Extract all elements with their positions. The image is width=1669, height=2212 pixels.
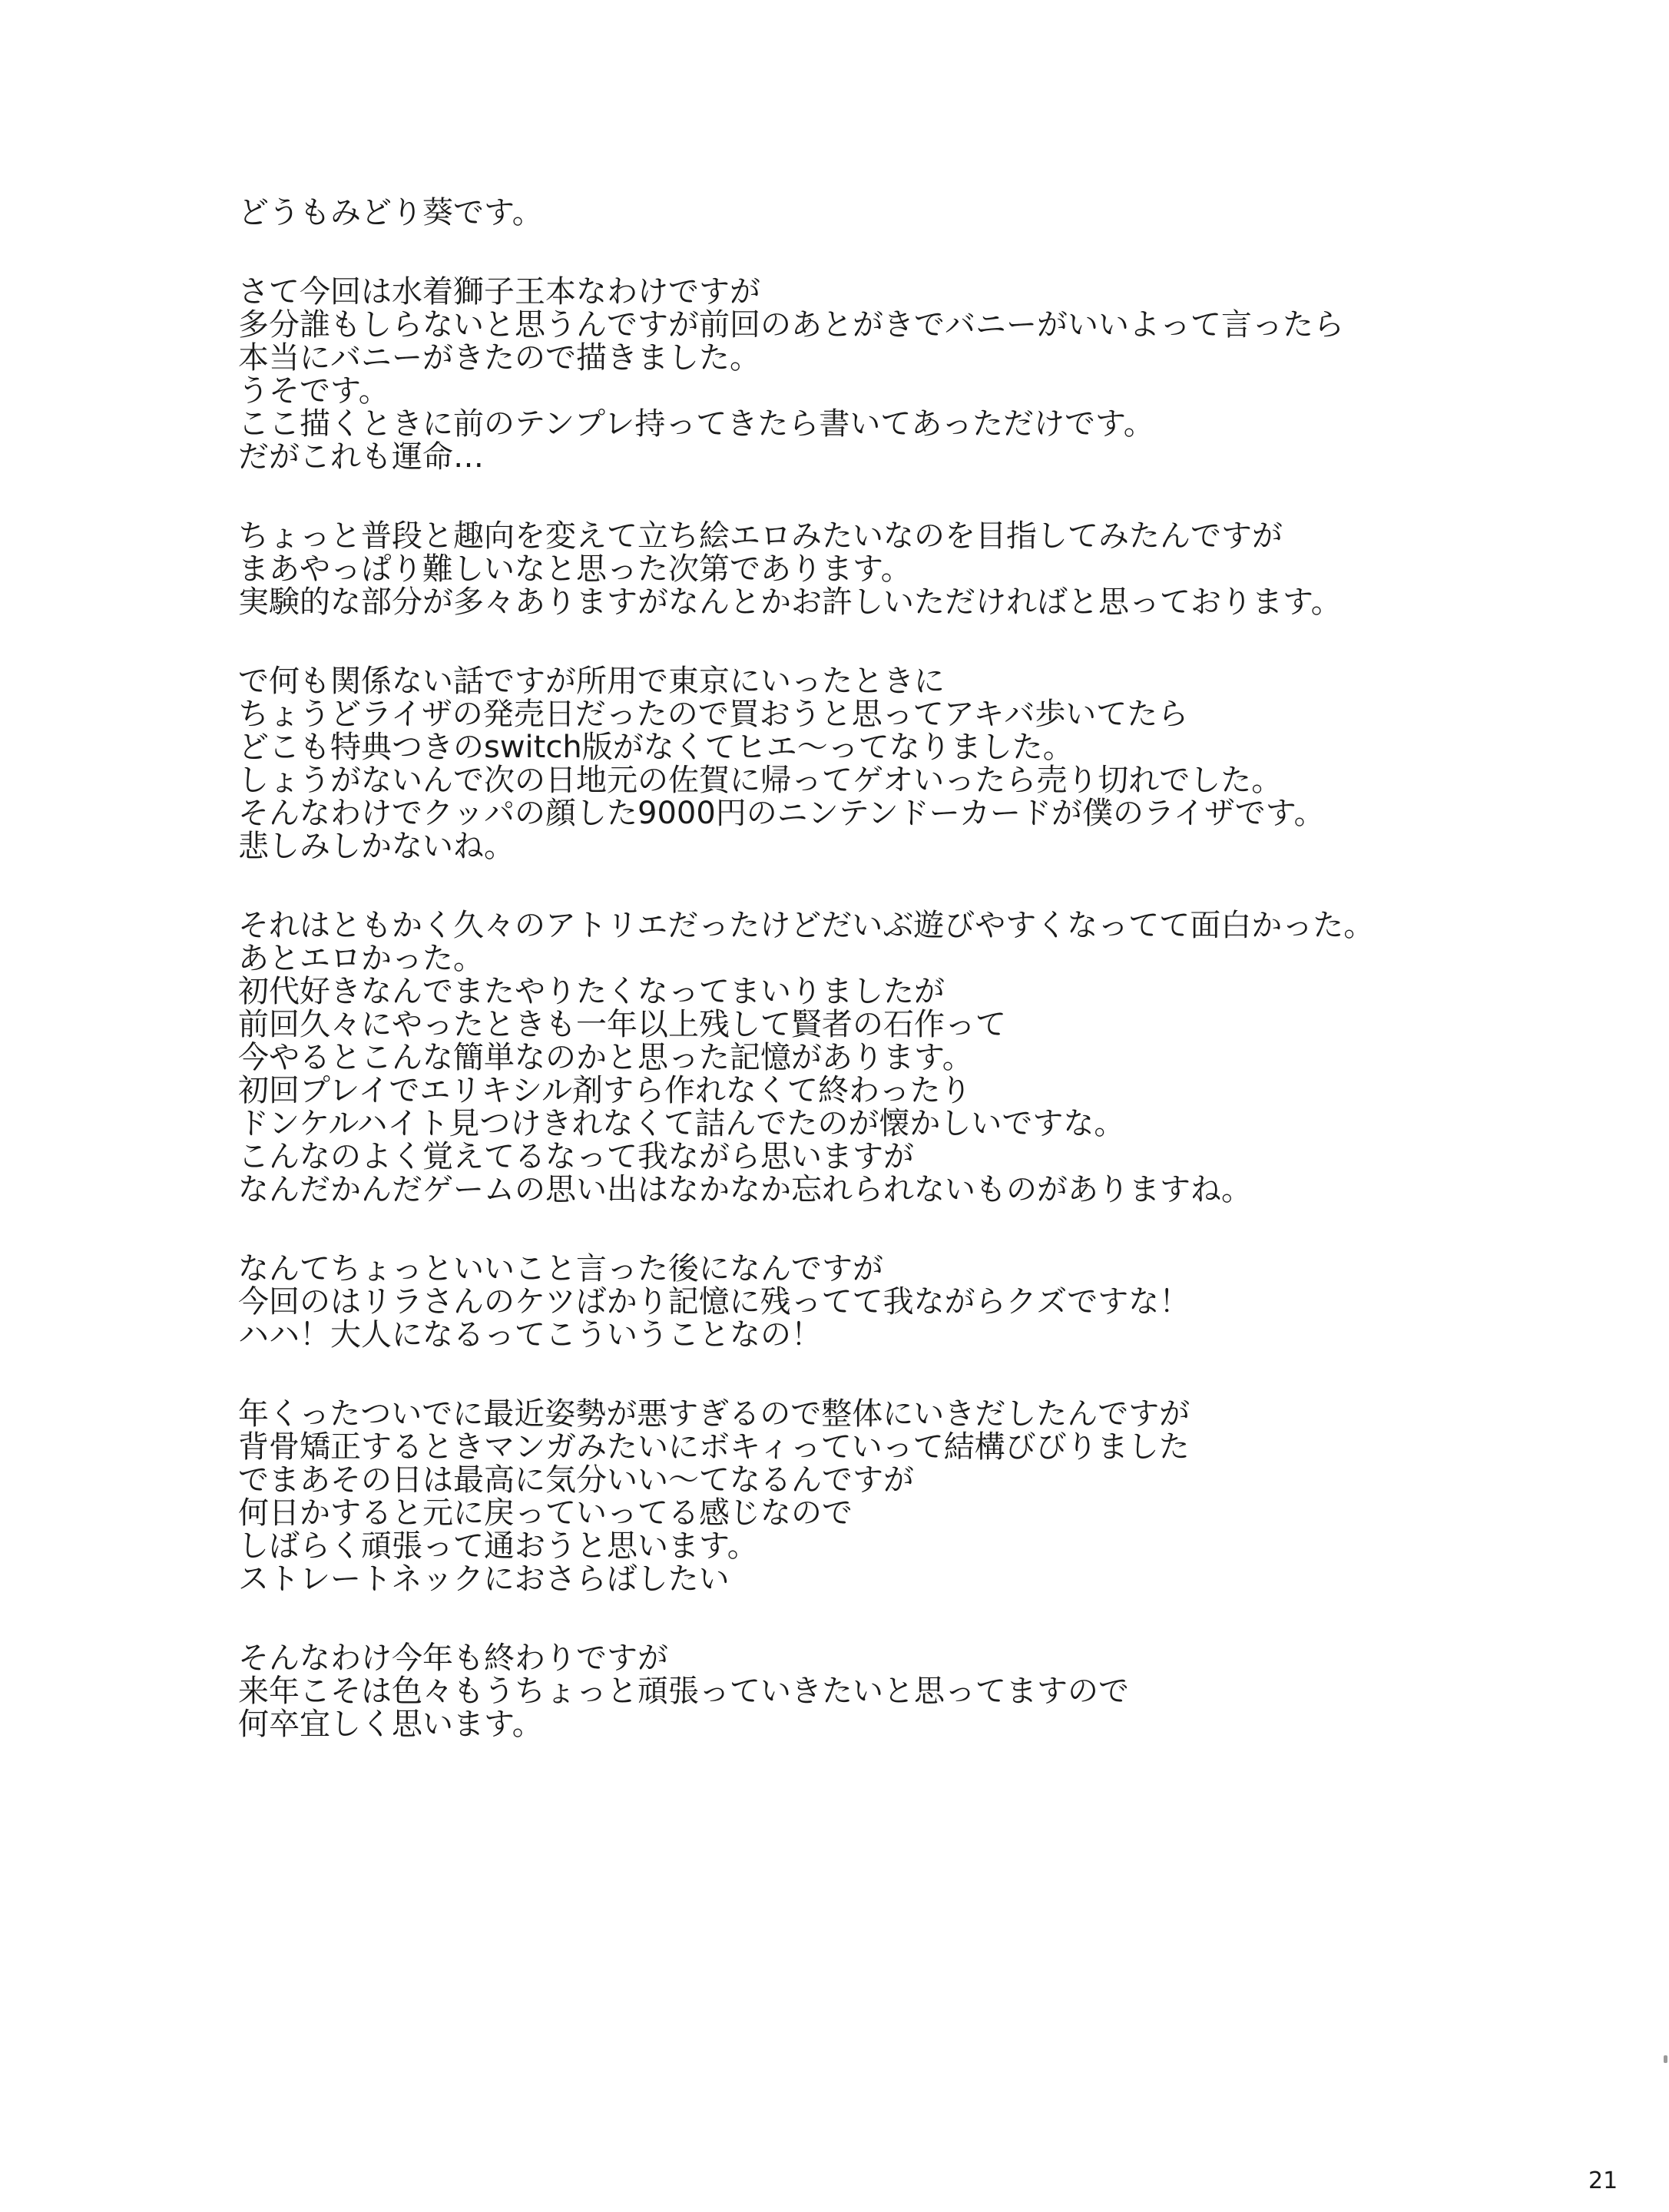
text-line: 前回久々にやったときも一年以上残して賢者の石作って xyxy=(238,1007,1006,1042)
paragraph xyxy=(238,520,1590,619)
text-line: だがこれも運命… xyxy=(238,439,484,475)
paragraph xyxy=(238,276,1590,474)
text-line: 多分誰もしらないと思うんですが前回のあとがきでバニーがいいよって言ったら xyxy=(238,307,1344,343)
text-line: しばらく頑張って通おうと思います。 xyxy=(238,1528,758,1564)
afterword-text xyxy=(238,197,1590,1787)
text-line: どうもみどり葵です。 xyxy=(238,195,543,230)
text-line: うそです。 xyxy=(238,373,389,409)
text-line: 今やるとこんな簡単なのかと思った記憶があります。 xyxy=(238,1040,973,1075)
text-line: 初回プレイでエリキシル剤すら作れなくて終わったり xyxy=(238,1073,972,1108)
text-line: ちょうどライザの発売日だったので買おうと思ってアキバ歩いてたら xyxy=(238,697,1189,732)
text-line: さて今回は水着獅子王本なわけですが xyxy=(238,274,760,310)
text-line: でまあその日は最高に気分いい～てなるんですが xyxy=(238,1462,914,1498)
text-line: どこも特典つきのswitch版がなくてヒエ～ってなりました。 xyxy=(238,730,1074,765)
paragraph xyxy=(238,1642,1590,1741)
text-line: それはともかく久々のアトリエだったけどだいぶ遊びやすくなってて面白かった。 xyxy=(238,908,1375,943)
text-line: ドンケルハイト見つけきれなくて詰んでたのが懐かしいですな。 xyxy=(238,1106,1125,1141)
page-number: 21 xyxy=(1588,2167,1618,2194)
text-line: そんなわけでクッパの顔した9000円のニンテンドーカードが僕のライザです。 xyxy=(238,796,1325,831)
text-line: で何も関係ない話ですが所用で東京にいったときに xyxy=(238,664,945,699)
text-line: 初代好きなんでまたやりたくなってまいりましたが xyxy=(238,974,945,1009)
text-line: 年くったついでに最近姿勢が悪すぎるので整体にいきだしたんですが xyxy=(238,1396,1190,1432)
text-line: ストレートネックにおさらばしたい xyxy=(238,1561,730,1597)
text-line: 本当にバニーがきたので描きました。 xyxy=(238,340,760,376)
text-line: 実験的な部分が多々ありますがなんとかお許しいただければと思っております。 xyxy=(238,584,1342,620)
text-line: 今回のはリラさんのケツばかり記憶に残ってて我ながらクズですな！ xyxy=(238,1284,1190,1320)
text-line: ここ描くときに前のテンプレ持ってきたら書いてあっただけです。 xyxy=(238,406,1154,442)
paragraph xyxy=(238,197,1590,230)
text-line: なんてちょっといいこと言った後になんですが xyxy=(238,1251,883,1286)
text-line: 来年こそは色々もうちょっと頑張っていきたいと思ってますので xyxy=(238,1674,1129,1709)
text-line: そんなわけ今年も終わりですが xyxy=(238,1641,668,1676)
text-line: 何卒宜しく思います。 xyxy=(238,1707,543,1742)
paragraph xyxy=(238,909,1590,1207)
text-line: まあやっぱり難しいなと思った次第であります。 xyxy=(238,551,912,587)
scan-edge-mark xyxy=(1664,2055,1667,2063)
text-line: ハハ！大人になるってこういうことなの！ xyxy=(238,1317,822,1353)
text-line: こんなのよく覚えてるなって我ながら思いますが xyxy=(238,1139,914,1174)
paragraph xyxy=(238,1253,1590,1352)
text-line: ちょっと普段と趣向を変えて立ち絵エロみたいなのを目指してみたんですが xyxy=(238,518,1283,554)
text-line: 背骨矯正するときマンガみたいにボキィっていって結構びびりました xyxy=(238,1429,1190,1465)
text-line: 悲しみしかないね。 xyxy=(238,829,515,864)
paragraph xyxy=(238,1398,1590,1596)
text-line: あとエロかった。 xyxy=(238,941,484,976)
paragraph xyxy=(238,665,1590,863)
text-line: 何日かすると元に戻っていってる感じなので xyxy=(238,1495,853,1531)
text-line: なんだかんだゲームの思い出はなかなか忘れられないものがありますね。 xyxy=(238,1172,1252,1207)
text-line: しょうがないんで次の日地元の佐賀に帰ってゲオいったら売り切れでした。 xyxy=(238,763,1283,798)
